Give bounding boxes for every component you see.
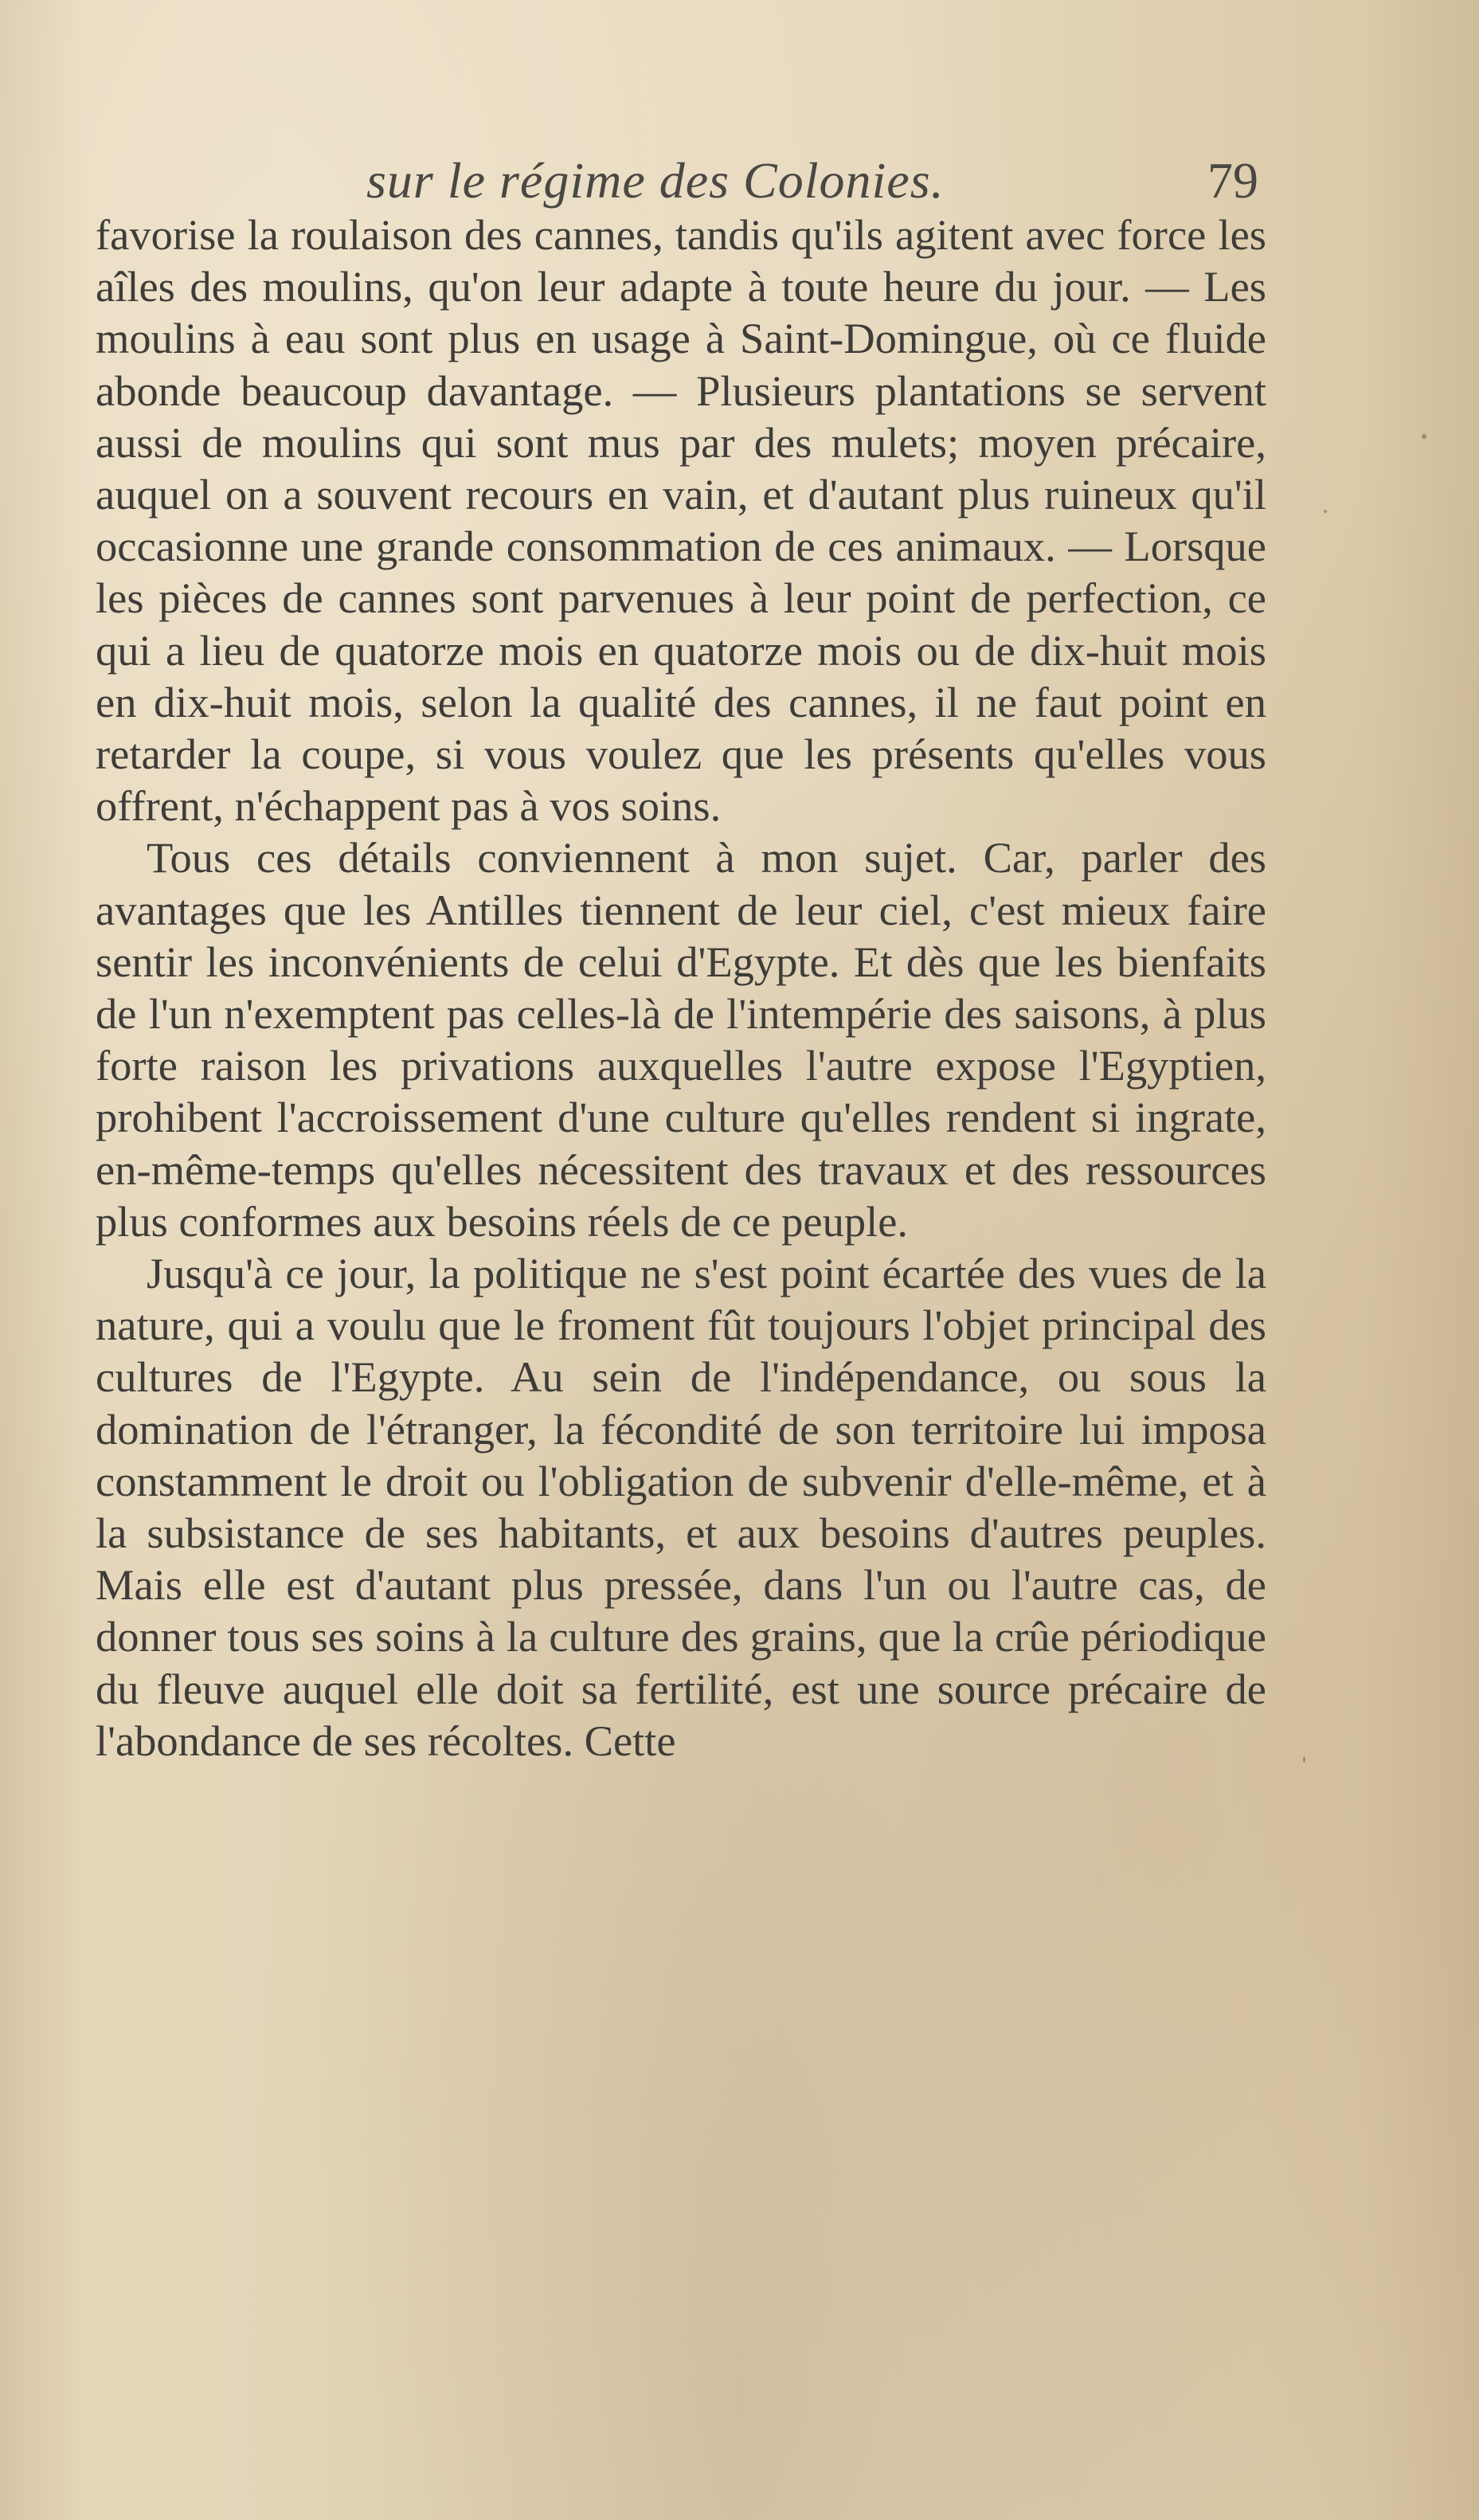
paragraph-2: Tous ces détails conviennent à mon sujet. Car, parler des avantages que les Antilles tiennent de leur ciel, c'est mieux faire sentir les inconvénients de celui d'Egypte. Et dès que les bienfaits de l'un n'exemptent pas celles-là de l'intempérie des saisons, à plus forte raison les privations auxquelles l'autre expose l'Egyptien, prohibent l'accroissement d'une culture qu'elles rendent si ingrate, en-même-temps qu'elles nécessitent des travaux et des ressources plus conformes aux besoins réels de ce peuple. (96, 833, 1266, 1246)
running-title: sur le régime des Colonies. (366, 152, 945, 209)
paper-speck (1303, 1756, 1305, 1763)
paper-speck (1422, 434, 1426, 439)
paragraph-1: favorise la roulaison des cannes, tandis qu'ils agitent avec force les aîles des moulins, qu'on leur adapte à toute heure du jour. — Les moulins à eau sont plus en usage à Saint-Domingue, où ce fluide abonde beaucoup davantage. — Plusieurs plantations se servent aussi de moulins qui sont mus par des mulets; moyen précaire, auquel on a souvent recours en vain, et d'autant plus ruineux qu'il occasionne une grande consommation de ces animaux. — Lorsque les pièces de cannes sont parvenues à leur point de perfection, ce qui a lieu de quatorze mois en quatorze mois ou de dix-huit mois en dix-huit mois, selon la qualité des cannes, il ne faut point en retarder la coupe, si vous voulez que les présents qu'elles vous offrent, n'échappent pas à vos soins. (96, 210, 1266, 831)
page-number: 79 (1207, 152, 1258, 209)
paper-speck (1324, 510, 1327, 513)
body-text (96, 209, 1266, 1767)
paragraph-3: Jusqu'à ce jour, la politique ne s'est point écartée des vues de la nature, qui a voulu que le froment fût toujours l'objet principal des cultures de l'Egypte. Au sein de l'indépendance, ou sous la domination de l'étranger, la fécondité de son territoire lui imposa constamment le droit ou l'obligation de subvenir d'elle-même, et à la subsistance de ses habitants, et aux besoins d'autres peuples. Mais elle est d'autant plus pressée, dans l'un ou l'autre cas, de donner tous ses soins à la culture des grains, que la crûe périodique du fleuve auquel elle doit sa fertilité, est une source précaire de l'abondance de ses récoltes. Cette (96, 1249, 1266, 1765)
